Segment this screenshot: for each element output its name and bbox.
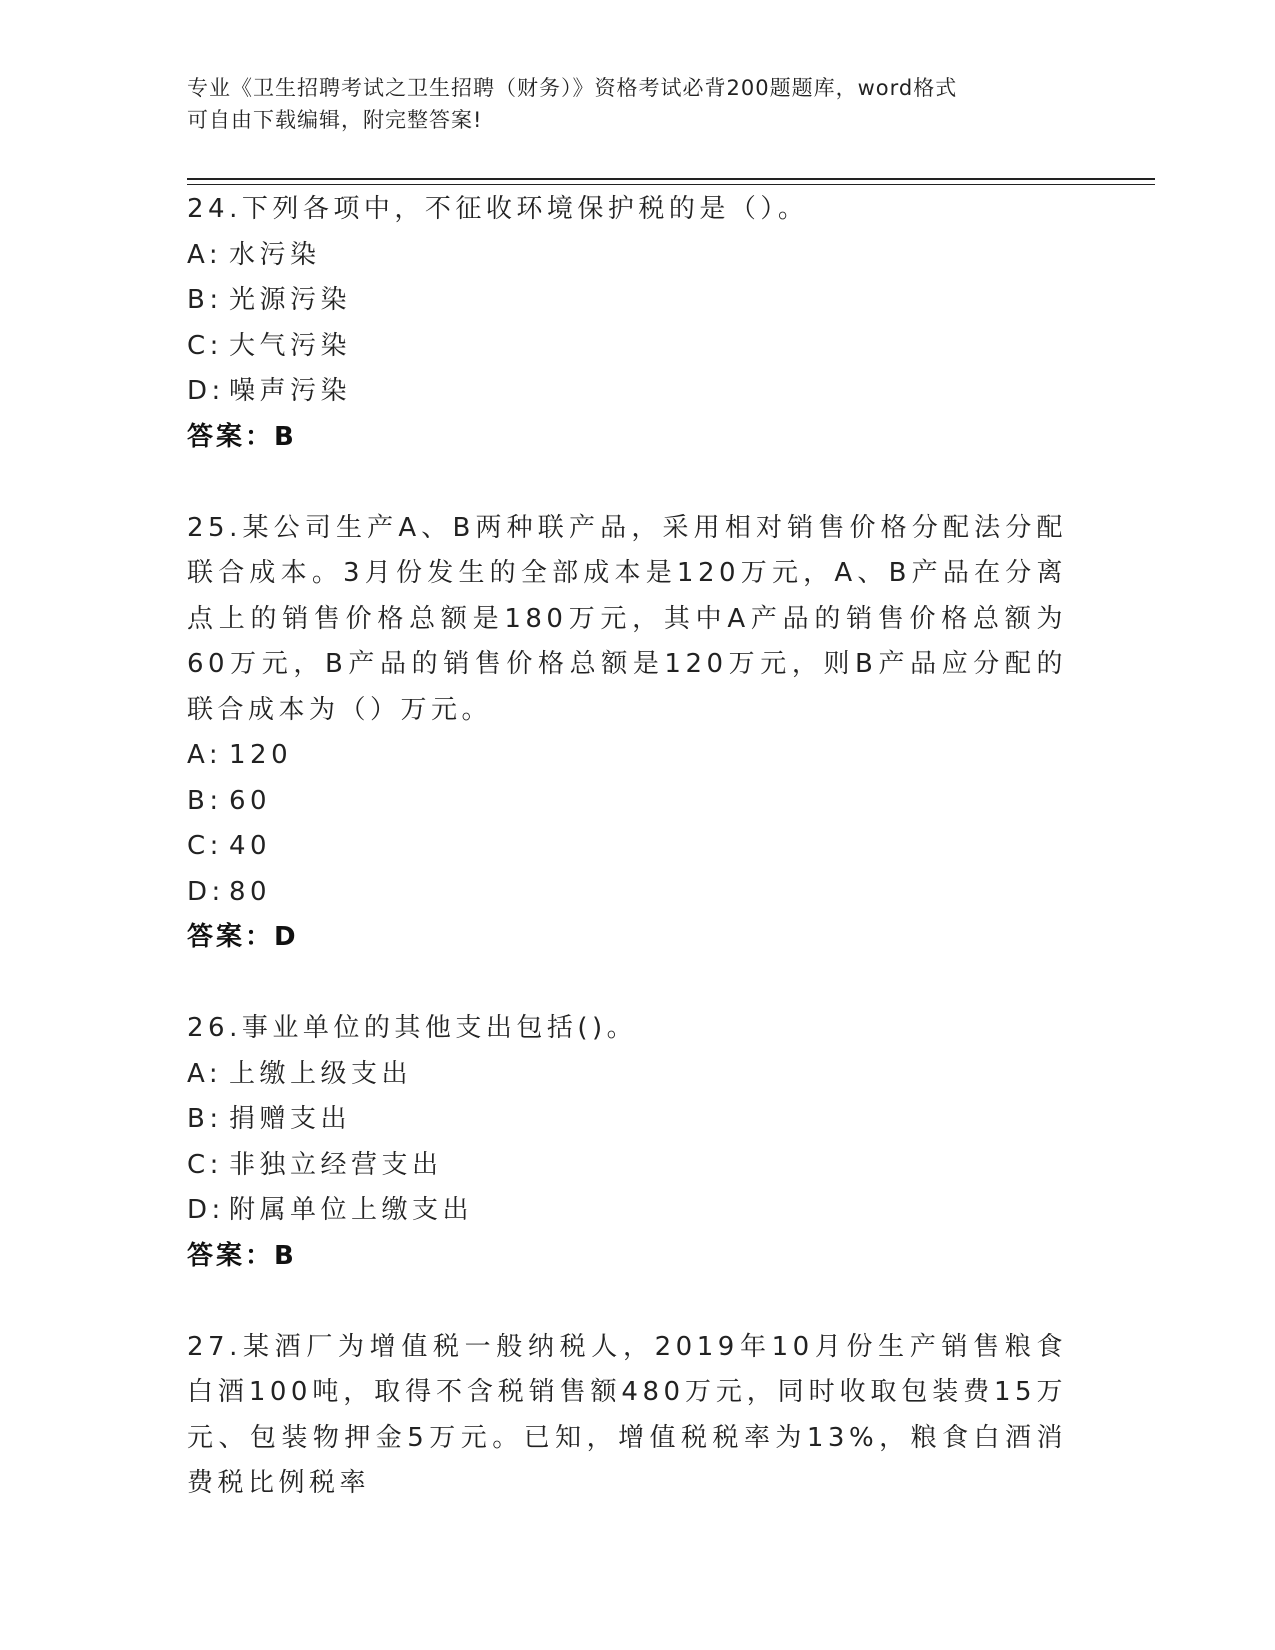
option-b [187,278,1067,324]
question-stem: 27.某酒厂为增值税一般纳税人，2019年10月份生产销售粮食白酒100吨，取得不含税销售额480万元，同时收取包装费15万元、包装物押金5万元。已知，增值税税率为13%，粮食白酒消费税比例税率 [187,1331,1067,1498]
option-text: 上缴上级支出 [229,1058,413,1089]
option-text: 光源污染 [229,285,352,315]
question-stem: 24.下列各项中，不征收环境保护税的是（）。 [187,194,809,224]
option-letter: B: [187,285,223,315]
answer-line: 答案：B [187,421,297,452]
header-divider-thin [187,184,1155,185]
option-text: 捐赠支出 [229,1104,352,1134]
option-a [187,733,1067,779]
option-letter: A: [187,740,223,770]
option-c [187,1143,1067,1189]
answer-line: 答案：D [187,922,299,952]
option-letter: D: [187,1195,225,1225]
option-text: 60 [229,785,272,816]
question-stem: 25.某公司生产A、B两种联产品，采用相对销售价格分配法分配联合成本。3月份发生的全部成本是120万元，A、B产品在分离点上的销售价格总额是180万元，其中A产品的销售价格总额为60万元，B产品的销售价格总额是120万元，则B产品应分配的联合成本为（）万元。 [187,512,1067,725]
question-stem: 26.事业单位的其他支出包括()。 [187,1013,638,1043]
option-letter: D: [187,376,225,406]
option-a [187,1052,1067,1098]
question-spacer [187,460,1067,506]
option-letter: B: [187,785,223,816]
option-text: 80 [229,876,272,907]
question-spacer [187,1279,1067,1325]
option-d [187,369,1067,415]
option-b [187,779,1067,825]
question-24 [187,187,1067,460]
document-header [187,72,1067,136]
option-text: 120 [229,740,293,770]
header-line-2: 可自由下载编辑，附完整答案! [187,108,483,132]
option-text: 附属单位上缴支出 [229,1195,474,1225]
option-c [187,824,1067,870]
question-list [187,187,1067,1507]
option-letter: B: [187,1104,223,1134]
header-line-1: 专业《卫生招聘考试之卫生招聘（财务）》资格考试必背200题题库，word格式 [187,76,958,100]
question-25 [187,506,1067,961]
question-27 [187,1325,1067,1507]
option-letter: C: [187,1149,223,1180]
option-text: 水污染 [229,239,321,270]
option-text: 40 [229,831,272,861]
option-letter: C: [187,330,223,361]
option-c [187,324,1067,370]
answer-line: 答案：B [187,1240,297,1271]
option-d [187,1188,1067,1234]
option-text: 大气污染 [229,330,352,361]
header-divider-thick [187,178,1155,180]
option-d [187,870,1067,916]
option-text: 非独立经营支出 [229,1149,443,1180]
question-26 [187,1006,1067,1279]
option-letter: A: [187,1058,223,1089]
question-spacer [187,961,1067,1007]
option-text: 噪声污染 [229,376,352,406]
option-letter: A: [187,239,223,270]
option-letter: C: [187,831,223,861]
option-a [187,233,1067,279]
option-b [187,1097,1067,1143]
option-letter: D: [187,876,225,907]
